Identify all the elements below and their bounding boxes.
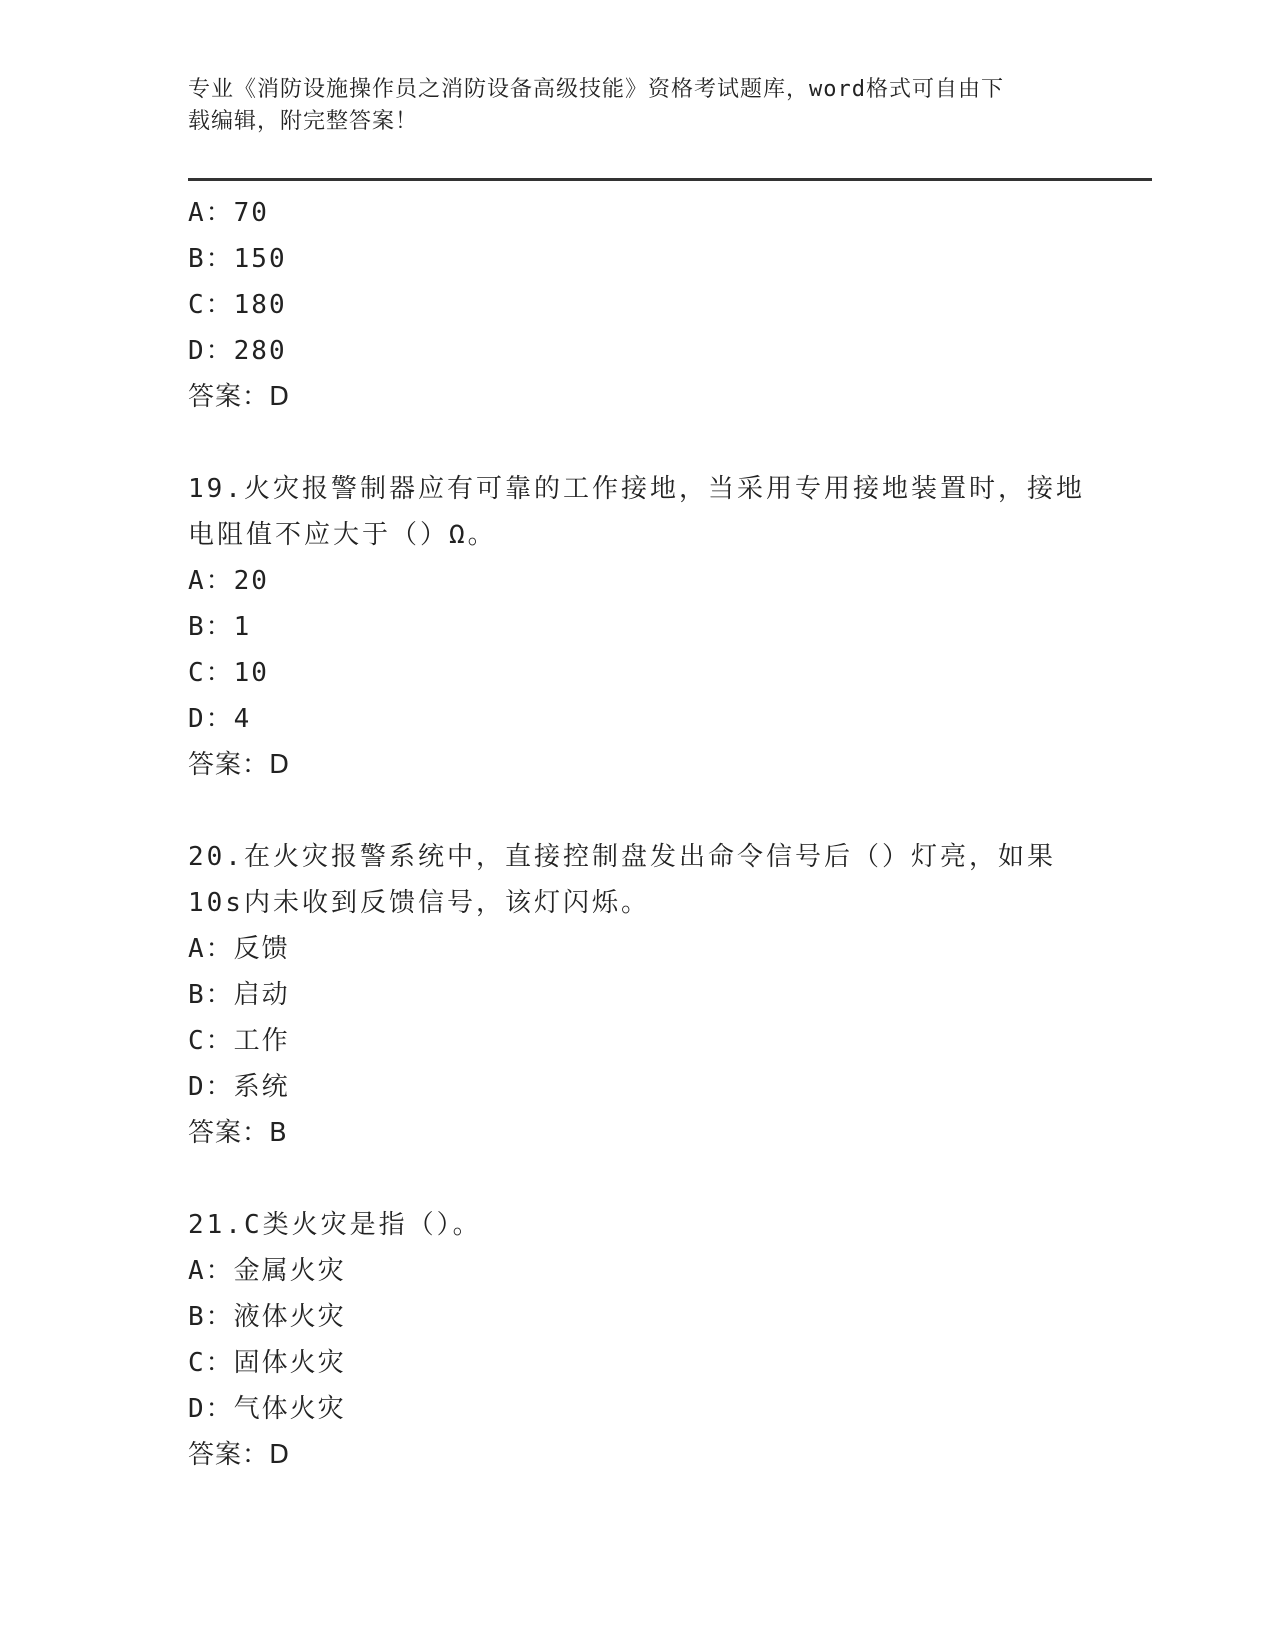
- answer-line: 答案：B: [188, 1118, 288, 1148]
- option-c: C：180: [188, 290, 287, 320]
- option-b: B：1: [188, 612, 252, 642]
- question-stem-line-2: 电阻值不应大于（）Ω。: [188, 520, 497, 550]
- option-d: D：气体火灾: [188, 1394, 346, 1424]
- option-b: B：液体火灾: [188, 1302, 346, 1332]
- option-a: A：金属火灾: [188, 1256, 346, 1286]
- option-d: D：4: [188, 704, 252, 734]
- option-c: C：10: [188, 658, 269, 688]
- option-a: A：70: [188, 198, 269, 228]
- option-b: B：150: [188, 244, 287, 274]
- option-a: A：20: [188, 566, 269, 596]
- question-stem-line-1: 19.火灾报警制器应有可靠的工作接地，当采用专用接地装置时，接地: [188, 474, 1085, 504]
- question-20: [188, 834, 1088, 1156]
- question-21: [188, 1202, 1088, 1478]
- header-line-2: 载编辑，附完整答案！: [188, 109, 419, 134]
- question-stem-line-1: 20.在火灾报警系统中，直接控制盘发出命令信号后（）灯亮，如果: [188, 842, 1056, 872]
- option-d: D：系统: [188, 1072, 290, 1102]
- document-body: [188, 190, 1088, 1478]
- question-stem-line-1: 21.C类火灾是指（）。: [188, 1210, 482, 1240]
- option-d: D：280: [188, 336, 287, 366]
- header-line-1: 专业《消防设施操作员之消防设备高级技能》资格考试题库，word格式可自由下: [188, 77, 1004, 102]
- question-stem-line-2: 10s内未收到反馈信号，该灯闪烁。: [188, 888, 650, 918]
- answer-line: 答案：D: [188, 1440, 291, 1470]
- option-b: B：启动: [188, 980, 290, 1010]
- option-c: C：固体火灾: [188, 1348, 346, 1378]
- page-header: [188, 74, 1088, 138]
- option-a: A：反馈: [188, 934, 290, 964]
- header-divider: [188, 178, 1152, 181]
- answer-line: 答案：D: [188, 382, 291, 412]
- answer-line: 答案：D: [188, 750, 291, 780]
- option-c: C：工作: [188, 1026, 290, 1056]
- question-18-continued: [188, 190, 1088, 420]
- question-19: [188, 466, 1088, 788]
